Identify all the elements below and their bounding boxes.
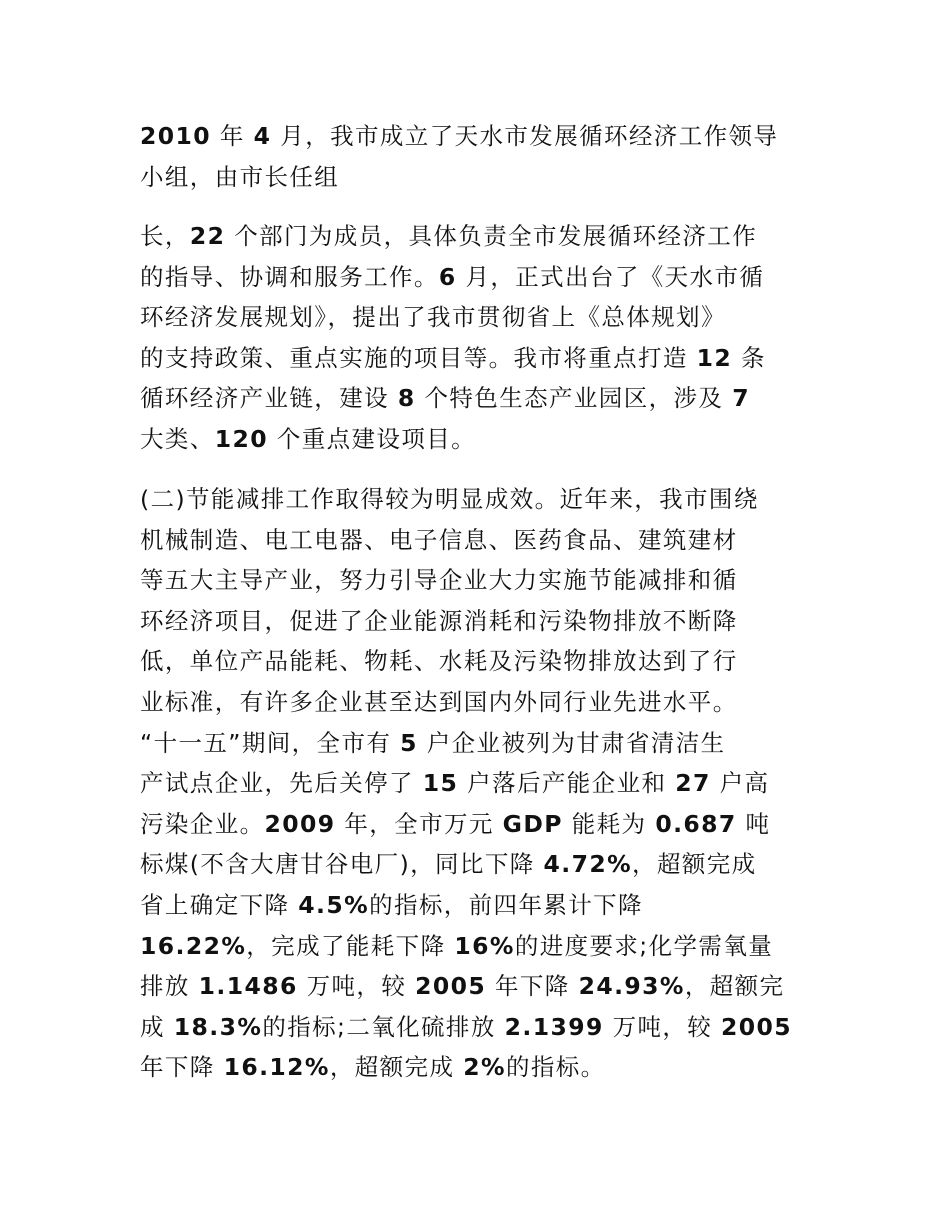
text-line: “十一五”期间，全市有 5 户企业被列为甘肃省清洁生 (140, 728, 726, 757)
text-line: (二)节能减排工作取得较为明显成效。近年来，我市围绕 (140, 485, 759, 513)
text-line: 2010 年 4 月，我市成立了天水市发展循环经济工作领导 (140, 122, 779, 150)
text-line: 环经济发展规划》，提出了我市贯彻省上《总体规划》 (140, 303, 726, 332)
text-line: 长，22 个部门为成员，具体负责全市发展循环经济工作 (140, 222, 758, 250)
text-line: 环经济项目，促进了企业能源消耗和污染物排放不断降 (140, 606, 738, 635)
text-line: 业标准，有许多企业甚至达到国内外同行业先进水平。 (140, 687, 738, 716)
text-line: 年下降 16.12%，超额完成 2%的指标。 (140, 1053, 606, 1082)
text-line: 的指导、协调和服务工作。6 月，正式出台了《天水市循 (140, 262, 765, 291)
text-line: 等五大主导产业，努力引导企业大力实施节能减排和循 (140, 566, 738, 595)
paragraph-2 (140, 216, 820, 460)
paragraph-3 (140, 479, 820, 1088)
text-line: 的支持政策、重点实施的项目等。我市将重点打造 12 条 (140, 343, 766, 372)
text-line: 污染企业。2009 年，全市万元 GDP 能耗为 0.687 吨 (140, 809, 771, 838)
text-line: 循环经济产业链，建设 8 个特色生态产业园区，涉及 7 (140, 384, 750, 413)
paragraph-1 (140, 116, 820, 197)
text-line: 排放 1.1486 万吨，较 2005 年下降 24.93%，超额完 (140, 972, 785, 1001)
text-line: 标煤(不含大唐甘谷电厂)，同比下降 4.72%，超额完成 (140, 850, 757, 879)
text-line: 省上确定下降 4.5%的指标，前四年累计下降 (140, 890, 643, 919)
text-line: 机械制造、电工电器、电子信息、医药食品、建筑建材 (140, 525, 738, 554)
text-line: 成 18.3%的指标;二氧化硫排放 2.1399 万吨，较 2005 (140, 1012, 793, 1041)
text-line: 产试点企业，先后关停了 15 户落后产能企业和 27 户高 (140, 769, 770, 798)
text-line: 大类、120 个重点建设项目。 (140, 424, 477, 453)
text-line: 低，单位产品能耗、物耗、水耗及污染物排放达到了行 (140, 647, 738, 676)
text-line: 小组，由市长任组 (140, 162, 340, 191)
text-line: 16.22%，完成了能耗下降 16%的进度要求;化学需氧量 (140, 931, 774, 960)
